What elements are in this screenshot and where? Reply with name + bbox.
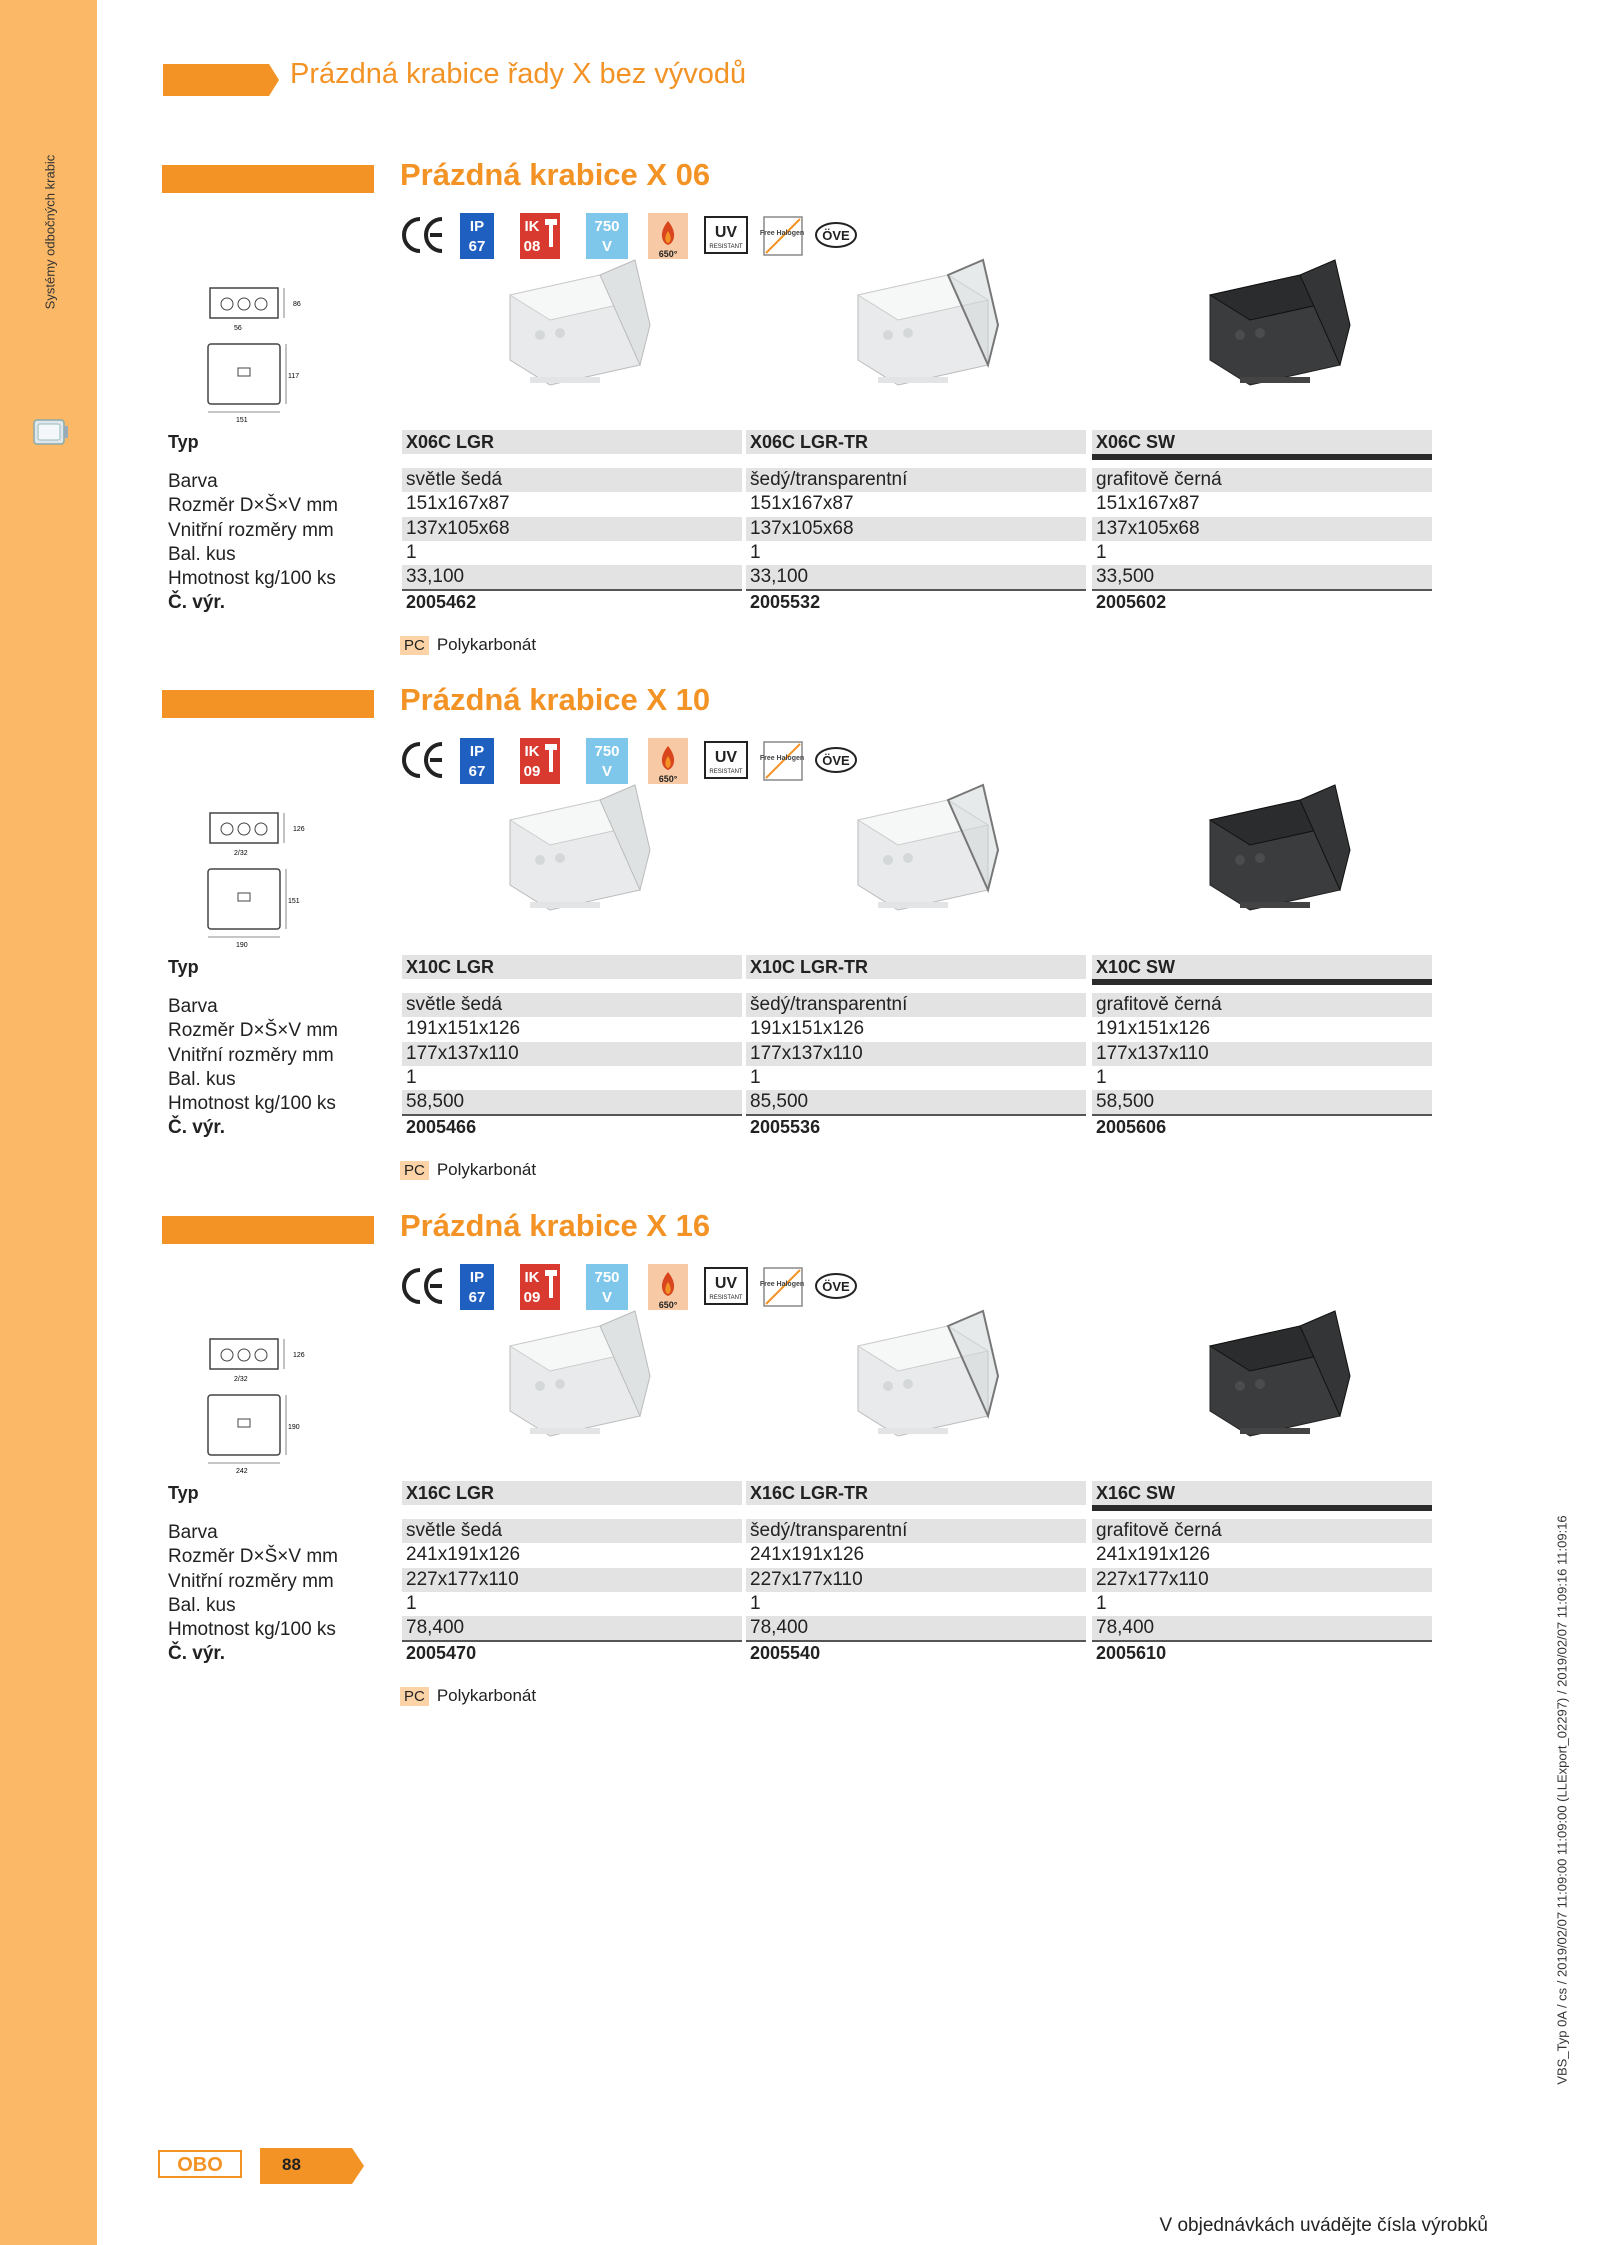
- dimension-drawing: [200, 805, 305, 965]
- svg-text:RESISTANT: RESISTANT: [709, 769, 743, 775]
- section-bar: [162, 1216, 374, 1244]
- svg-text:IK: IK: [524, 743, 540, 760]
- ove-mark-icon: [816, 223, 856, 247]
- certification-icons: [400, 213, 880, 259]
- svg-text:V: V: [601, 763, 613, 780]
- product-column: [402, 955, 742, 1138]
- product-image-black: [1190, 1306, 1354, 1446]
- product-type: X16C LGR: [402, 1481, 742, 1505]
- svg-text:UV: UV: [714, 224, 738, 241]
- product-type: X10C LGR-TR: [746, 955, 1086, 979]
- product-inner: 177x137x110: [1092, 1042, 1432, 1066]
- svg-text:151: 151: [288, 898, 300, 905]
- svg-text:IP: IP: [469, 1269, 485, 1286]
- product-color: šedý/transparentní: [746, 468, 1086, 492]
- product-column: [402, 430, 742, 613]
- svg-text:190: 190: [236, 942, 248, 949]
- svg-text:V: V: [601, 238, 613, 255]
- row-labels: [168, 955, 408, 1141]
- ip-rating-icon: [460, 738, 494, 784]
- ik-rating-icon: [520, 213, 560, 259]
- product-size: 191x151x126: [406, 1018, 521, 1040]
- svg-text:2/32: 2/32: [234, 850, 248, 857]
- svg-text:126: 126: [293, 826, 305, 833]
- product-code: 2005462: [402, 589, 742, 613]
- label-rozmer: Rozměr D×Š×V mm: [168, 1546, 338, 1568]
- label-cvyr: Č. výr.: [168, 1117, 226, 1139]
- material-code: PC: [400, 1687, 429, 1706]
- label-typ: Typ: [168, 1483, 199, 1503]
- product-weight: 78,400: [746, 1616, 1086, 1640]
- svg-text:151: 151: [236, 417, 248, 424]
- product-code: 2005536: [746, 1114, 1086, 1138]
- svg-text:86: 86: [293, 301, 301, 308]
- product-code: 2005610: [1092, 1640, 1432, 1664]
- svg-text:650°: 650°: [658, 1300, 678, 1310]
- ove-mark-icon: [816, 1274, 856, 1298]
- uv-resistant-icon: [705, 742, 747, 778]
- product-color: grafitově černá: [1092, 1519, 1432, 1543]
- svg-text:67: 67: [468, 763, 486, 780]
- svg-text:650°: 650°: [658, 249, 678, 259]
- dimension-drawing: [200, 1331, 305, 1491]
- product-type: X16C LGR-TR: [746, 1481, 1086, 1505]
- product-column: [1092, 430, 1432, 613]
- material-code: PC: [400, 1161, 429, 1180]
- svg-text:Free Halogen: Free Halogen: [759, 1281, 805, 1288]
- svg-text:09: 09: [523, 1289, 541, 1306]
- voltage-icon: [586, 1264, 628, 1310]
- product-weight: 85,500: [746, 1090, 1086, 1114]
- label-hmotnost: Hmotnost kg/100 ks: [168, 568, 336, 590]
- product-column: [746, 430, 1086, 613]
- product-color: světle šedá: [402, 993, 742, 1017]
- product-inner: 177x137x110: [746, 1042, 1086, 1066]
- product-code: 2005466: [402, 1114, 742, 1138]
- product-section: [0, 157, 1600, 685]
- product-inner: 227x177x110: [1092, 1568, 1432, 1592]
- product-code: 2005606: [1092, 1114, 1432, 1138]
- svg-text:190: 190: [288, 1424, 300, 1431]
- svg-text:67: 67: [468, 1289, 486, 1306]
- material-name: Polykarbonát: [436, 1686, 537, 1705]
- section-title: Prázdná krabice X 06: [400, 157, 711, 192]
- product-size: 151x167x87: [1096, 493, 1200, 515]
- product-inner: 137x105x68: [1092, 517, 1432, 541]
- product-inner: 137x105x68: [746, 517, 1086, 541]
- svg-text:Free Halogen: Free Halogen: [759, 230, 805, 237]
- svg-text:UV: UV: [714, 1275, 738, 1292]
- product-image-black: [1190, 780, 1354, 920]
- product-size: 191x151x126: [750, 1018, 865, 1040]
- product-weight: 33,100: [402, 565, 742, 589]
- label-hmotnost: Hmotnost kg/100 ks: [168, 1619, 336, 1641]
- product-size: 241x191x126: [750, 1544, 865, 1566]
- product-image-grey: [490, 1306, 654, 1446]
- material-note: [400, 1686, 536, 1706]
- halogen-free-icon: [760, 742, 804, 780]
- product-pack: 1: [750, 541, 761, 563]
- svg-text:750: 750: [594, 1269, 620, 1286]
- product-size: 151x167x87: [750, 493, 854, 515]
- ik-rating-icon: [520, 1264, 560, 1310]
- product-image-transparent: [838, 255, 1002, 395]
- product-type: X06C LGR-TR: [746, 430, 1086, 454]
- product-type: X10C SW: [1092, 955, 1432, 979]
- page-number-box: [260, 2148, 364, 2184]
- label-barva: Barva: [168, 471, 218, 492]
- uv-resistant-icon: [705, 217, 747, 253]
- material-name: Polykarbonát: [436, 1160, 537, 1179]
- certification-icons: [400, 738, 880, 784]
- label-barva: Barva: [168, 996, 218, 1017]
- label-cvyr: Č. výr.: [168, 1643, 226, 1665]
- section-bar: [162, 690, 374, 718]
- svg-text:ÖVE: ÖVE: [822, 1279, 850, 1294]
- svg-text:OBO: OBO: [177, 2154, 223, 2176]
- svg-text:UV: UV: [714, 749, 738, 766]
- product-column: [746, 1481, 1086, 1664]
- label-bal: Bal. kus: [168, 543, 236, 565]
- glow-wire-icon: [648, 738, 688, 784]
- product-column: [1092, 955, 1432, 1138]
- product-type: X06C LGR: [402, 430, 742, 454]
- product-image-transparent: [838, 1306, 1002, 1446]
- svg-text:IK: IK: [524, 1269, 540, 1286]
- label-typ: Typ: [168, 432, 199, 452]
- svg-text:ÖVE: ÖVE: [822, 753, 850, 768]
- product-color: grafitově černá: [1092, 468, 1432, 492]
- product-color: grafitově černá: [1092, 993, 1432, 1017]
- label-bal: Bal. kus: [168, 1068, 236, 1090]
- product-pack: 1: [406, 1066, 417, 1088]
- label-cvyr: Č. výr.: [168, 592, 226, 614]
- label-typ: Typ: [168, 957, 199, 977]
- svg-text:RESISTANT: RESISTANT: [709, 244, 743, 250]
- product-inner: 137x105x68: [402, 517, 742, 541]
- ove-mark-icon: [816, 748, 856, 772]
- ce-mark-icon: [404, 219, 442, 251]
- product-image-black: [1190, 255, 1354, 395]
- product-weight: 78,400: [1092, 1616, 1432, 1640]
- svg-text:2/32: 2/32: [234, 1376, 248, 1383]
- product-weight: 78,400: [402, 1616, 742, 1640]
- product-code: 2005540: [746, 1640, 1086, 1664]
- svg-text:IP: IP: [469, 743, 485, 760]
- label-vnitrni: Vnitřní rozměry mm: [168, 519, 334, 541]
- row-labels: [168, 430, 408, 616]
- uv-resistant-icon: [705, 1268, 747, 1304]
- product-color: šedý/transparentní: [746, 993, 1086, 1017]
- product-section: [0, 682, 1600, 1210]
- obo-logo: [158, 2150, 242, 2178]
- label-barva: Barva: [168, 1522, 218, 1543]
- svg-text:RESISTANT: RESISTANT: [709, 1295, 743, 1301]
- glow-wire-icon: [648, 213, 688, 259]
- product-weight: 58,500: [1092, 1090, 1432, 1114]
- product-pack: 1: [1096, 541, 1107, 563]
- ip-rating-icon: [460, 1264, 494, 1310]
- product-column: [402, 1481, 742, 1664]
- ik-rating-icon: [520, 738, 560, 784]
- product-size: 191x151x126: [1096, 1018, 1211, 1040]
- product-image-transparent: [838, 780, 1002, 920]
- ce-mark-icon: [404, 1270, 442, 1302]
- svg-text:117: 117: [288, 373, 300, 380]
- product-type: X06C SW: [1092, 430, 1432, 454]
- svg-text:IP: IP: [469, 218, 485, 235]
- label-hmotnost: Hmotnost kg/100 ks: [168, 1093, 336, 1115]
- svg-text:750: 750: [594, 218, 620, 235]
- section-title: Prázdná krabice X 10: [400, 682, 711, 717]
- certification-icons: [400, 1264, 880, 1310]
- svg-text:242: 242: [236, 1468, 248, 1475]
- product-color: světle šedá: [402, 1519, 742, 1543]
- product-pack: 1: [406, 541, 417, 563]
- ce-mark-icon: [404, 744, 442, 776]
- product-pack: 1: [1096, 1066, 1107, 1088]
- product-inner: 227x177x110: [402, 1568, 742, 1592]
- svg-text:ÖVE: ÖVE: [822, 228, 850, 243]
- product-color: šedý/transparentní: [746, 1519, 1086, 1543]
- page-number: 88: [282, 2155, 301, 2174]
- product-color: světle šedá: [402, 468, 742, 492]
- glow-wire-icon: [648, 1264, 688, 1310]
- product-code: 2005532: [746, 589, 1086, 613]
- halogen-free-icon: [760, 217, 804, 255]
- label-vnitrni: Vnitřní rozměry mm: [168, 1570, 334, 1592]
- material-note: [400, 635, 536, 655]
- product-pack: 1: [750, 1066, 761, 1088]
- page-title: Prázdná krabice řady X bez vývodů: [290, 58, 747, 90]
- svg-text:56: 56: [234, 325, 242, 332]
- product-weight: 58,500: [402, 1090, 742, 1114]
- label-vnitrni: Vnitřní rozměry mm: [168, 1044, 334, 1066]
- product-pack: 1: [1096, 1592, 1107, 1614]
- label-bal: Bal. kus: [168, 1594, 236, 1616]
- product-pack: 1: [406, 1592, 417, 1614]
- dimension-drawing: [200, 280, 300, 440]
- product-section: [0, 1208, 1600, 1736]
- product-size: 151x167x87: [406, 493, 510, 515]
- material-code: PC: [400, 636, 429, 655]
- product-weight: 33,100: [746, 565, 1086, 589]
- svg-text:Free Halogen: Free Halogen: [759, 755, 805, 762]
- product-type: X10C LGR: [402, 955, 742, 979]
- label-rozmer: Rozměr D×Š×V mm: [168, 1020, 338, 1042]
- product-column: [1092, 1481, 1432, 1664]
- sidebar-vertical-label: Systémy odbočných krabic: [42, 154, 58, 310]
- svg-text:750: 750: [594, 743, 620, 760]
- product-size: 241x191x126: [1096, 1544, 1211, 1566]
- product-weight: 33,500: [1092, 565, 1432, 589]
- svg-text:650°: 650°: [658, 774, 678, 784]
- row-labels: [168, 1481, 408, 1667]
- svg-text:09: 09: [523, 763, 541, 780]
- halogen-free-icon: [760, 1268, 804, 1306]
- label-rozmer: Rozměr D×Š×V mm: [168, 495, 338, 517]
- section-bar: [162, 165, 374, 193]
- product-code: 2005470: [402, 1640, 742, 1664]
- product-inner: 177x137x110: [402, 1042, 742, 1066]
- product-image-grey: [490, 780, 654, 920]
- print-metadata: VBS_Typ 0A / cs / 2019/02/07 11:09:00 11:09:00 (LLExport_02297) / 2019/02/07 11:09:16 11:09:16: [1554, 1515, 1570, 2085]
- title-arrow-icon: [163, 64, 279, 96]
- footer-note: V objednávkách uvádějte čísla výrobků: [1159, 2215, 1488, 2236]
- material-note: [400, 1160, 536, 1180]
- product-type: X16C SW: [1092, 1481, 1432, 1505]
- section-title: Prázdná krabice X 16: [400, 1208, 711, 1243]
- voltage-icon: [586, 213, 628, 259]
- product-pack: 1: [750, 1592, 761, 1614]
- ip-rating-icon: [460, 213, 494, 259]
- material-name: Polykarbonát: [436, 635, 537, 654]
- product-column: [746, 955, 1086, 1138]
- svg-text:08: 08: [523, 238, 541, 255]
- product-size: 241x191x126: [406, 1544, 521, 1566]
- product-code: 2005602: [1092, 589, 1432, 613]
- voltage-icon: [586, 738, 628, 784]
- svg-text:126: 126: [293, 1352, 305, 1359]
- svg-text:V: V: [601, 1289, 613, 1306]
- product-inner: 227x177x110: [746, 1568, 1086, 1592]
- svg-text:67: 67: [468, 238, 486, 255]
- product-image-grey: [490, 255, 654, 395]
- svg-text:IK: IK: [524, 218, 540, 235]
